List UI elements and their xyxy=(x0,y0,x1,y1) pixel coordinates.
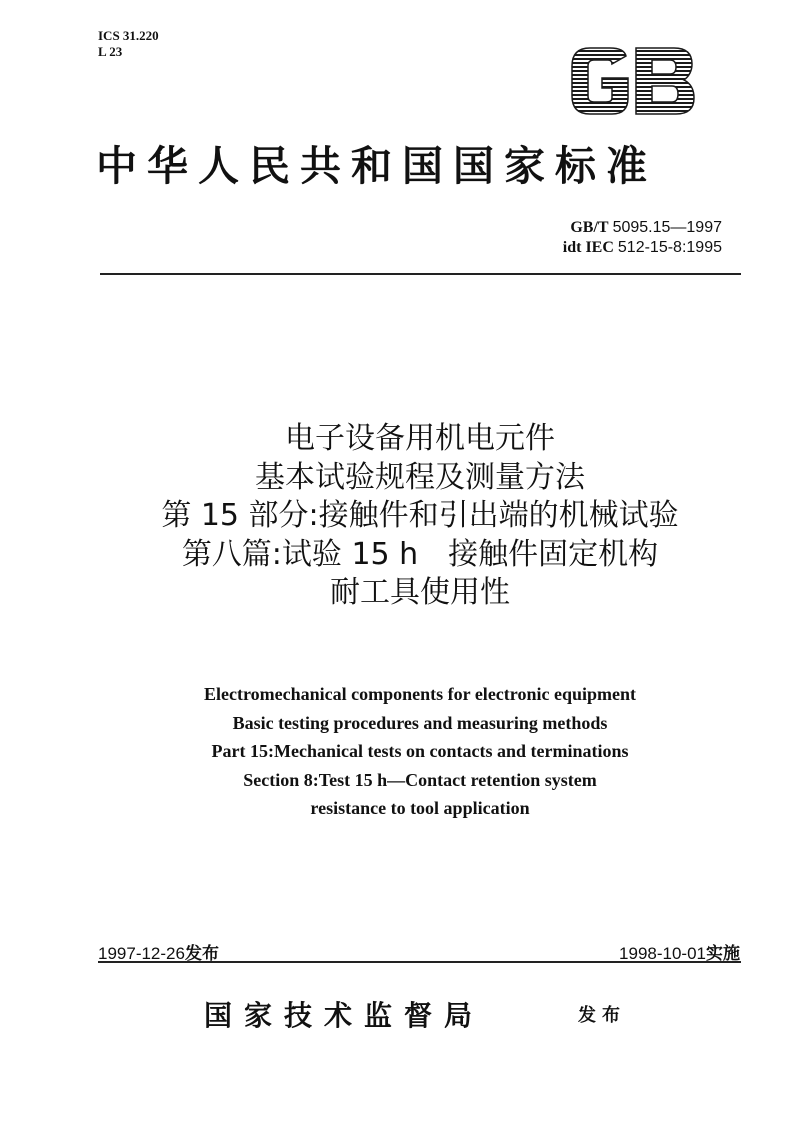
gb-logo-mark xyxy=(566,42,698,120)
chinese-title xyxy=(60,420,780,613)
standard-number-label: GB/T xyxy=(570,219,609,236)
implementation-date-value: 1998-10-01 xyxy=(619,944,706,963)
english-title-line-4: Section 8:Test 15 h—Contact retention system xyxy=(243,769,597,790)
chinese-title-line-1: 电子设备用机电元件 xyxy=(285,421,555,456)
implementation-date-label: 实施 xyxy=(706,944,740,963)
gb-logo xyxy=(566,42,698,120)
chinese-title-line-5: 耐工具使用性 xyxy=(330,575,510,610)
national-standard-banner: 中华人民共和国国家标准 xyxy=(96,142,657,190)
standard-number xyxy=(470,218,722,238)
english-title xyxy=(60,680,780,823)
issue-date-label: 发布 xyxy=(184,944,219,963)
english-title-line-3: Part 15:Mechanical tests on contacts and terminations xyxy=(211,741,629,761)
chinese-title-line-3: 第 15 部分:接触件和引出端的机械试验 xyxy=(161,498,679,533)
classification-codes xyxy=(98,28,159,60)
english-title-line-2: Basic testing procedures and measuring methods xyxy=(232,712,608,733)
english-title-line-5: resistance to tool application xyxy=(310,798,530,818)
issue-date-value: 1997-12-26 xyxy=(98,944,185,963)
ics-code: ICS 31.220 xyxy=(98,28,159,43)
idt-value: 512-15-8:1995 xyxy=(617,239,722,256)
issuing-authority: 国家技术监督局 xyxy=(204,999,485,1032)
top-divider xyxy=(100,273,741,275)
bottom-divider xyxy=(98,961,741,963)
idt-reference xyxy=(470,238,722,258)
chinese-title-line-2: 基本试验规程及测量方法 xyxy=(255,459,585,495)
standard-number-value: 5095.15—1997 xyxy=(612,219,722,236)
chinese-title-line-4: 第八篇:试验 15 h 接触件固定机构 xyxy=(181,536,659,572)
issuing-action: 发布 xyxy=(578,1005,626,1026)
ccs-code: L 23 xyxy=(98,44,123,59)
english-title-line-1: Electromechanical components for electronic equipment xyxy=(204,684,636,704)
idt-label: idt IEC xyxy=(562,239,614,256)
standard-numbers xyxy=(470,218,722,258)
